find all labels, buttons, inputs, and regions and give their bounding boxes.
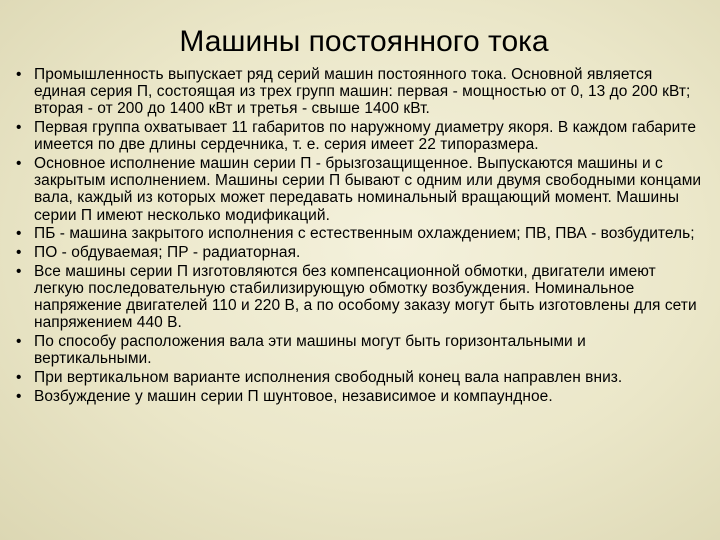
bullet-text: При вертикальном варианте исполнения свободный конец вала направлен вниз. <box>34 368 623 386</box>
bullet-text: ПБ - машина закрытого исполнения с естественным охлаждением; ПВ, ПВА - возбудитель; <box>34 225 695 243</box>
bullet-marker: • <box>16 66 22 83</box>
bullet-text: Первая группа охватывает 11 габаритов по наружному диаметру якоря. В каждом габарите имеется по две длины сердечника, т. е. серия имеет 22 типоразмера. <box>34 119 697 154</box>
bullet-item <box>14 119 704 153</box>
bullet-item <box>14 244 704 261</box>
bullet-item <box>14 388 704 405</box>
bullet-text: Основное исполнение машин серии П - брызгозащищенное. Выпускаются машины и с закрытым исполнением. Машины серии П бывают с одним или двумя свободными концами вала, каждый из которых может передавать номинальный вращающий момент. Машины серии П имеют несколько модификаций. <box>34 155 702 224</box>
bullet-text: Промышленность выпускает ряд серий машин постоянного тока. Основной является единая серия П, состоящая из трех групп машин: первая - мощностью от 0, 13 до 200 кВт; вторая - от 200 до 1400 кВт и третья - свыше 1400 кВт. <box>34 66 691 118</box>
bullet-marker: • <box>16 244 22 262</box>
bullet-marker: • <box>16 333 22 351</box>
bullet-marker: • <box>16 225 22 243</box>
bullet-item <box>14 155 704 224</box>
bullet-item <box>14 66 704 118</box>
bullet-item <box>14 369 704 386</box>
bullet-item <box>14 263 704 332</box>
bullet-marker: • <box>16 387 22 405</box>
bullet-item <box>14 225 704 242</box>
bullet-text: Все машины серии П изготовляются без компенсационной обмотки, двигатели имеют легкую последовательную стабилизирующую обмотку возбуждения. Номинальное напряжение двигателей 110 и 220 В, а по особому заказу могут быть изготовлены для сети напряжением 440 В. <box>34 262 697 332</box>
bullet-marker: • <box>16 119 22 137</box>
bullet-text: ПО - обдуваемая; ПР - радиаторная. <box>34 244 301 262</box>
bullet-list <box>14 66 704 406</box>
bullet-marker: • <box>16 368 22 386</box>
bullet-marker: • <box>16 155 22 173</box>
bullet-text: Возбуждение у машин серии П шунтовое, независимое и компаундное. <box>34 387 553 405</box>
bullet-item <box>14 333 704 367</box>
bullet-text: По способу расположения вала эти машины могут быть горизонтальными и вертикальными. <box>34 333 586 368</box>
slide-title: Машины постоянного тока <box>179 25 549 58</box>
bullet-marker: • <box>16 262 22 280</box>
